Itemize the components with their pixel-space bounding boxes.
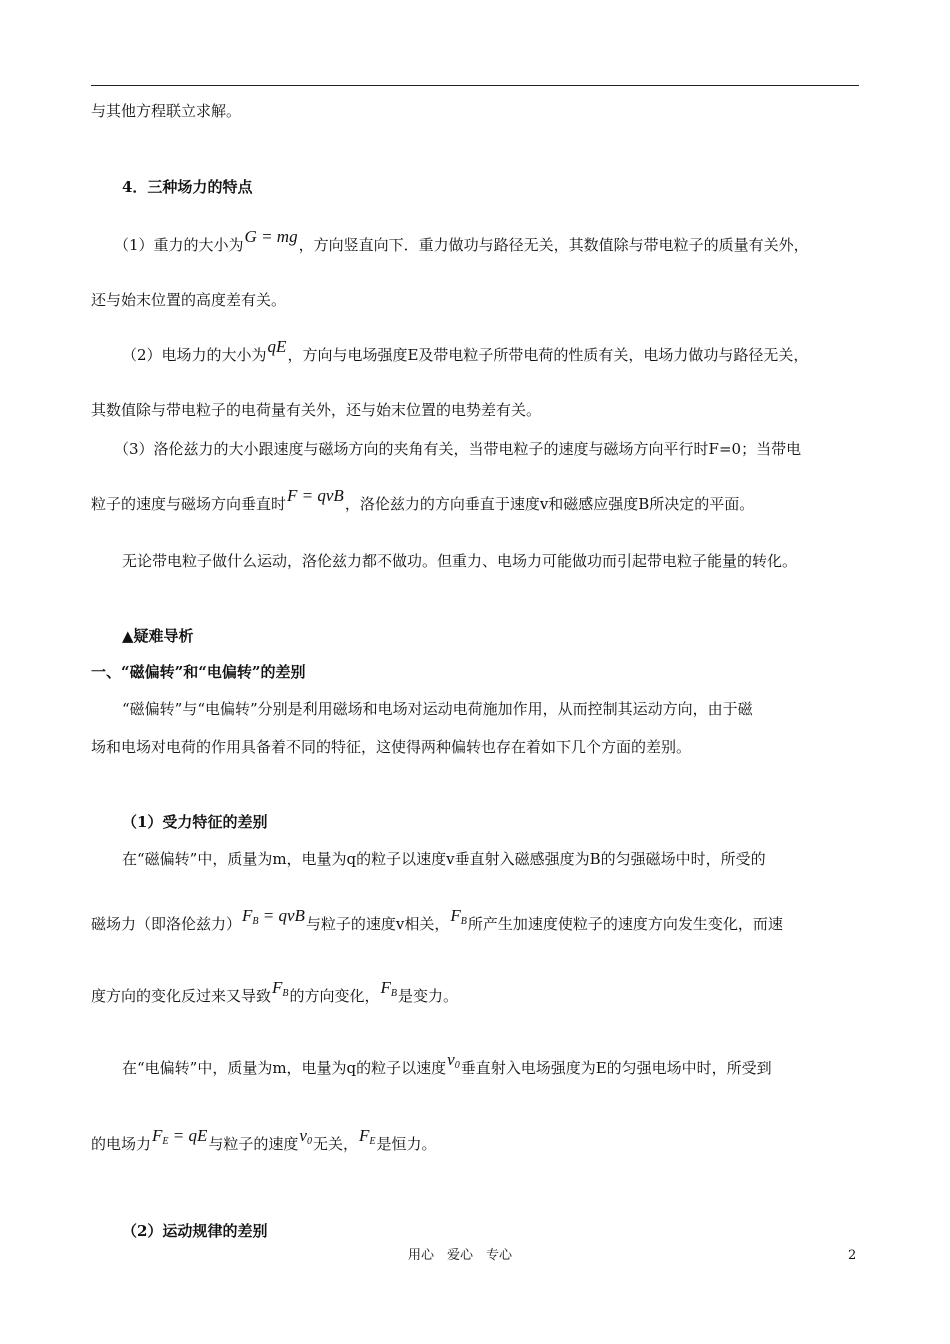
heading-text: （1）受力特征的差别 (122, 813, 268, 831)
formula-rhs: = qE (168, 1126, 208, 1145)
text: ，方向与电场强度E及带电粒子所带电荷的性质有关，电场力做功与路径无关， (287, 346, 809, 364)
formula-base: F (380, 978, 391, 997)
text: 的方向变化， (289, 987, 380, 1005)
text: 无论带电粒子做什么运动，洛伦兹力都不做功。但重力、电场力可能做功而引起带电粒子能量的转化。 (122, 552, 798, 570)
formula-v0 (446, 1050, 461, 1069)
text: 磁场力（即洛伦兹力） (91, 915, 242, 933)
text: 无关， (312, 1135, 358, 1153)
text: ，洛伦兹力的方向垂直于速度v和磁感应强度B所决定的平面。 (344, 495, 755, 513)
heading-text: 4．三种场力的特点 (122, 178, 253, 196)
text: 的电场力 (91, 1135, 152, 1153)
paragraph-deflection-intro (122, 698, 753, 720)
formula-fb (449, 906, 468, 925)
text: 与粒子的速度v相关， (305, 915, 450, 933)
formula-base: F (358, 1126, 370, 1145)
text: “磁偏转”与“电偏转”分别是利用磁场和电场对运动电荷施加作用，从而控制其运动方向，由于磁 (122, 700, 753, 718)
text: 垂直射入电场强度为E的匀强电场中时，所受到 (460, 1059, 772, 1077)
text: 粒子的速度与磁场方向垂直时 (91, 495, 287, 513)
paragraph-electric-force-cont (91, 399, 541, 421)
formula-electric-force: qE (267, 337, 287, 356)
text: 所产生加速度使粒子的速度方向发生变化，而速 (467, 915, 783, 933)
text: 其数值除与带电粒子的电荷量有关外，还与始末位置的电势差有关。 (91, 401, 542, 419)
formula-subscript: B (460, 916, 467, 927)
text: 场和电场对电荷的作用具备着不同的特征，这使得两种偏转也存在着如下几个方面的差别。 (91, 738, 692, 756)
footer-slogan: 用心 爱心 专心 (408, 1248, 513, 1263)
heading-text: （2）运动规律的差别 (122, 1222, 268, 1240)
section-heading-guide (122, 625, 194, 647)
paragraph-continuation (91, 100, 241, 122)
text: 是变力。 (398, 987, 459, 1005)
formula-fb-qvb (241, 906, 306, 925)
formula-subscript: B (282, 988, 289, 999)
page-number: 2 (848, 1248, 857, 1263)
heading-text: 一、“磁偏转”和“电偏转”的差别 (91, 663, 306, 681)
paragraph-electric-force (122, 337, 809, 366)
paragraph-deflection-intro-cont (91, 736, 691, 758)
formula-subscript: B (252, 916, 259, 927)
paragraph-lorentz-force (114, 438, 801, 460)
paragraph-no-work (122, 550, 797, 572)
formula-subscript: 0 (306, 1136, 312, 1147)
text: 在“电偏转”中，质量为m，电量为q的粒子以速度 (122, 1059, 447, 1077)
text: 与粒子的速度 (208, 1135, 299, 1153)
formula-gravity: G = mg (244, 227, 298, 246)
paragraph-gravity (114, 227, 809, 256)
formula-fe (358, 1126, 377, 1145)
paragraph-lorentz-force-cont (91, 486, 755, 515)
text: （3）洛伦兹力的大小跟速度与磁场方向的夹角有关，当带电粒子的速度与磁场方向平行时F=0；当带电 (114, 440, 802, 458)
subsection-heading-motion (122, 1220, 267, 1242)
paragraph-magnetic-deflection-2 (91, 906, 783, 938)
paragraph-magnetic-deflection (122, 848, 766, 870)
text: 在“磁偏转”中，质量为m，电量为q的粒子以速度v垂直射入磁感强度为B的匀强磁场中时，所受的 (122, 850, 766, 868)
text: 是恒力。 (376, 1135, 437, 1153)
text: 度方向的变化反过来又导致 (91, 987, 272, 1005)
text: 与其他方程联立求解。 (91, 102, 242, 120)
formula-base: F (450, 906, 461, 925)
formula-subscript: B (390, 988, 398, 999)
section-heading-deflection (91, 661, 306, 683)
formula-base: v (447, 1050, 455, 1069)
formula-subscript: 0 (454, 1060, 460, 1071)
text: （1）重力的大小为 (114, 236, 244, 254)
heading-text: ▲疑难导析 (122, 627, 194, 645)
formula-fb (271, 978, 290, 997)
formula-fe-qe (151, 1126, 208, 1145)
formula-subscript: E (162, 1136, 169, 1147)
header-rule (91, 85, 859, 86)
paragraph-electric-deflection-2 (91, 1126, 437, 1158)
formula-fb (380, 978, 399, 997)
formula-v0 (298, 1126, 313, 1145)
subsection-heading-force (122, 811, 267, 833)
text: ，方向竖直向下．重力做功与路径无关，其数值除与带电粒子的质量有关外， (298, 236, 809, 254)
formula-base: F (152, 1126, 163, 1145)
formula-base: F (272, 978, 283, 997)
formula-base: F (242, 906, 253, 925)
formula-rhs: = qvB (258, 906, 305, 925)
section-heading-4 (122, 176, 252, 198)
formula-base: v (299, 1126, 307, 1145)
text: （2）电场力的大小为 (122, 346, 267, 364)
paragraph-gravity-cont (91, 289, 286, 311)
paragraph-electric-deflection (122, 1050, 772, 1082)
formula-lorentz-force: F = qvB (287, 486, 344, 505)
paragraph-magnetic-deflection-3 (91, 978, 459, 1010)
text: 还与始末位置的高度差有关。 (91, 291, 287, 309)
formula-subscript: E (369, 1136, 376, 1147)
